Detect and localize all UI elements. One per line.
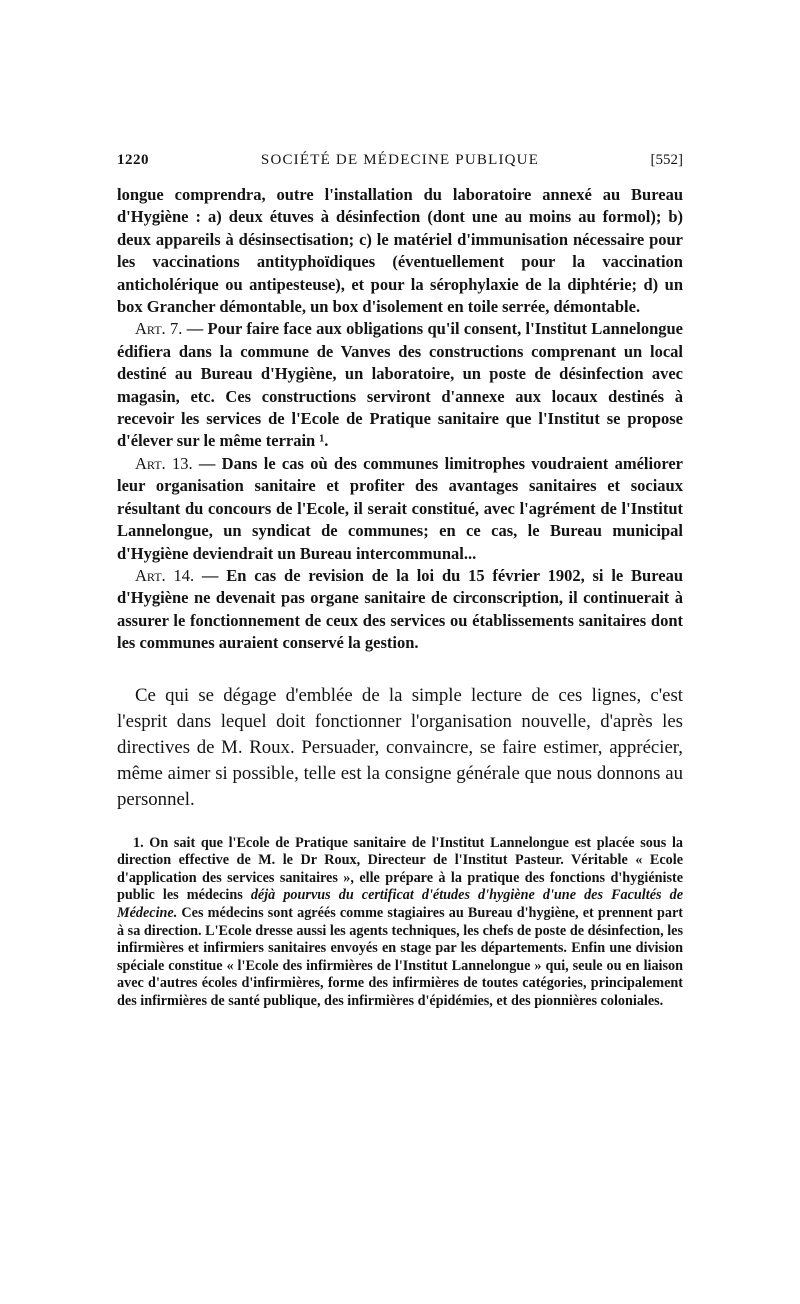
footnote (117, 835, 683, 1011)
page-reference: [552] (650, 152, 683, 168)
running-header (117, 152, 683, 176)
article-14-text: — En cas de revision de la loi du 15 février 1902, si le Bureau d'Hygiène ne devenait pas organe sanitaire de circonscription, il continuerait à assurer le fonctionnement de ceux des services ou établissements sanitaires dont les communes auraient conservé la gestion. (117, 565, 683, 653)
article-13 (117, 453, 683, 565)
article-13-text: — Dans le cas où des communes limitrophes voudraient améliorer leur organisation sanitaire et profiter des avantages sanitaires et sociaux résultant du concours de l'Ecole, il serait constitué, avec l'agrément de l'Institut Lannelongue, un syndicat de communes; en ce cas, le Bureau municipal d'Hygiène deviendrait un Bureau intercommunal... (117, 453, 683, 563)
page-number: 1220 (117, 152, 149, 168)
footnote-italic: déjà pourvus du certificat d'études d'hygiène d'une des Facultés de Médecine. (117, 887, 683, 921)
article-7-text: — Pour faire face aux obligations qu'il consent, l'Institut Lannelongue édifiera dans la commune de Vanves des constructions comprenant un local destiné au Bureau d'Hygiène, un laboratoire, un poste de désinfection avec magasin, etc. Ces constructions serviront d'annexe aux locaux destinés à recevoir les services de l'Ecole de Pratique sanitaire que l'Institut se propose d'élever sur le même terrain ¹. (117, 319, 684, 451)
article-continuation: longue comprendra, outre l'installation du laboratoire annexé au Bureau d'Hygiène : a) deux étuves à désinfection (dont une au moins au formol); b) deux appareils à désinsectisation; c) le matériel d'immunisation nécessaire pour les vaccinations antityphoïdiques (éventuellement pour la vaccination anticholérique ou antipesteuse), et pour la sérophylaxie de la diphtérie; d) un box Grancher démontable, un box d'isolement en toile serrée, démontable. (117, 185, 683, 317)
article-13-label: Art. 13. (135, 453, 193, 473)
article-14 (117, 565, 683, 655)
journal-title: SOCIÉTÉ DE MÉDECINE PUBLIQUE (260, 152, 540, 168)
commentary-paragraph: Ce qui se dégage d'emblée de la simple lecture de ces lignes, c'est l'esprit dans lequel doit fonctionner l'organisation nouvelle, d'après les directives de M. Roux. Persuader, convaincre, se faire estimer, apprécier, même aimer si possible, telle est la consigne générale que nous donnons au personnel. (117, 684, 683, 810)
convention-articles (117, 184, 683, 655)
footnote-part-2: Ces médecins sont agréés comme stagiaires au Bureau d'hygiène, et prennent part à sa direction. L'Ecole dresse aussi les agents techniques, les chefs de poste de désinfection, les infirmières et infirmiers sanitaires envoyés en stage par les départements. Enfin une division spéciale constitue « l'Ecole des infirmières de l'Institut Lannelongue » qui, seule ou en liaison avec d'autres écoles d'infirmières, forme des infirmières de toutes catégories, principalement des infirmières de santé publique, des infirmières d'épidémies, et des pionnières coloniales. (117, 904, 683, 1009)
article-14-label: Art. 14. (135, 565, 195, 585)
footnote-part-1: 1. On sait que l'Ecole de Pratique sanitaire de l'Institut Lannelongue est placée sous la direction effective de M. le Dr Roux, Directeur de l'Institut Pasteur. Véritable « Ecole d'application des services sanitaires », elle prépare à la pratique des fonctions d'hygiéniste public les médecins (117, 834, 683, 904)
article-7 (117, 318, 683, 452)
page (117, 152, 683, 1010)
commentary (117, 683, 683, 813)
footnote-paragraph (117, 835, 683, 1011)
article-7-label: Art. 7. (135, 319, 183, 339)
